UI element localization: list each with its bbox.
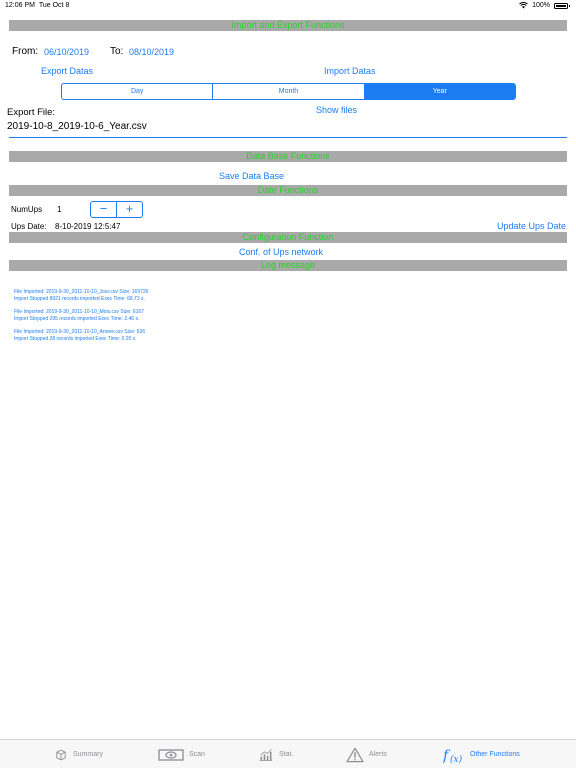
tab-label: Stat. bbox=[279, 751, 294, 758]
log-line: File Imported: 2019-9-30_2011-10-10_Mois.csv Size: 6167 bbox=[14, 309, 144, 315]
segment-month[interactable]: Month bbox=[213, 84, 364, 99]
show-files-button[interactable]: Show files bbox=[316, 105, 358, 115]
to-date[interactable]: 08/10/2019 bbox=[129, 47, 175, 57]
section-database: Data Base Functions bbox=[9, 151, 567, 162]
log-line: File Imported: 2019-9-30_2011-10-10_Annee.csv Size: 636 bbox=[14, 329, 146, 335]
log-messages bbox=[14, 289, 148, 349]
tab-other-functions[interactable] bbox=[443, 740, 520, 768]
segment-year[interactable]: Year bbox=[365, 84, 515, 99]
battery-percent: 100% bbox=[532, 2, 550, 9]
log-line: File Imported: 2019-9-30_2011-10-10_Jour.csv Size: 169726 bbox=[14, 289, 149, 295]
chart-icon bbox=[258, 748, 274, 762]
battery-icon bbox=[554, 3, 568, 9]
log-entry bbox=[14, 289, 148, 302]
warning-icon bbox=[346, 747, 364, 763]
function-icon bbox=[443, 746, 465, 764]
tab-summary[interactable] bbox=[54, 740, 103, 768]
svg-text:f: f bbox=[443, 747, 449, 764]
numups-stepper bbox=[90, 201, 143, 218]
ups-date-value: 8-10-2019 12:5:47 bbox=[55, 222, 121, 231]
tab-label: Summary bbox=[73, 751, 103, 758]
tab-scan[interactable] bbox=[158, 740, 205, 768]
status-date: Tue Oct 8 bbox=[38, 2, 70, 9]
section-date: Date Functions bbox=[9, 185, 567, 196]
log-line: Import Stopped 8921 records imported Exec Time: 68.73 s. bbox=[14, 295, 145, 302]
tab-stat[interactable] bbox=[258, 740, 293, 768]
log-line: Import Stopped 295 records imported Exec Time: 2.46 s. bbox=[14, 315, 140, 322]
status-time: 12:06 PM bbox=[5, 2, 35, 9]
decrement-button[interactable]: − bbox=[91, 202, 117, 217]
export-file-underline bbox=[9, 137, 567, 138]
from-label: From: bbox=[12, 46, 39, 57]
numups-value: 1 bbox=[57, 205, 62, 214]
svg-text:(x): (x) bbox=[450, 754, 463, 764]
tab-label: Other Functions bbox=[470, 751, 520, 758]
increment-button[interactable]: + bbox=[125, 201, 134, 216]
tab-label: Alerts bbox=[369, 751, 387, 758]
eye-icon bbox=[158, 749, 184, 761]
tab-label: Scan bbox=[189, 751, 205, 758]
log-entry bbox=[14, 329, 148, 342]
cube-icon bbox=[54, 748, 68, 762]
tab-bar bbox=[0, 739, 576, 768]
period-segmented-control bbox=[61, 83, 516, 100]
save-database-button[interactable]: Save Data Base bbox=[219, 171, 285, 181]
section-configuration: Configuration Function bbox=[9, 232, 567, 243]
ups-date-label: Ups Date: bbox=[11, 222, 47, 231]
from-date[interactable]: 06/10/2019 bbox=[44, 47, 90, 57]
log-line: Import Stopped 28 records imported Exec Time: 0.20 s. bbox=[14, 335, 137, 342]
export-file-input[interactable]: 2019-10-8_2019-10-6_Year.csv bbox=[7, 121, 147, 132]
numups-label: NumUps bbox=[11, 205, 43, 214]
to-label: To: bbox=[110, 46, 124, 57]
section-import-export: Import and Export Functions bbox=[9, 20, 567, 31]
export-datas-button[interactable]: Export Datas bbox=[41, 66, 94, 76]
conf-ups-network-button[interactable]: Conf. of Ups network bbox=[239, 247, 324, 257]
status-left bbox=[5, 2, 69, 9]
status-right bbox=[519, 2, 568, 9]
segment-day[interactable]: Day bbox=[62, 84, 213, 99]
section-log: Log message bbox=[9, 260, 567, 271]
tab-alerts[interactable] bbox=[346, 740, 387, 768]
wifi-icon bbox=[519, 2, 528, 9]
log-entry bbox=[14, 309, 148, 322]
import-datas-button[interactable]: Import Datas bbox=[324, 66, 376, 76]
update-ups-date-button[interactable]: Update Ups Date bbox=[496, 221, 566, 231]
status-bar bbox=[0, 0, 576, 12]
export-file-label: Export File: bbox=[7, 107, 56, 118]
